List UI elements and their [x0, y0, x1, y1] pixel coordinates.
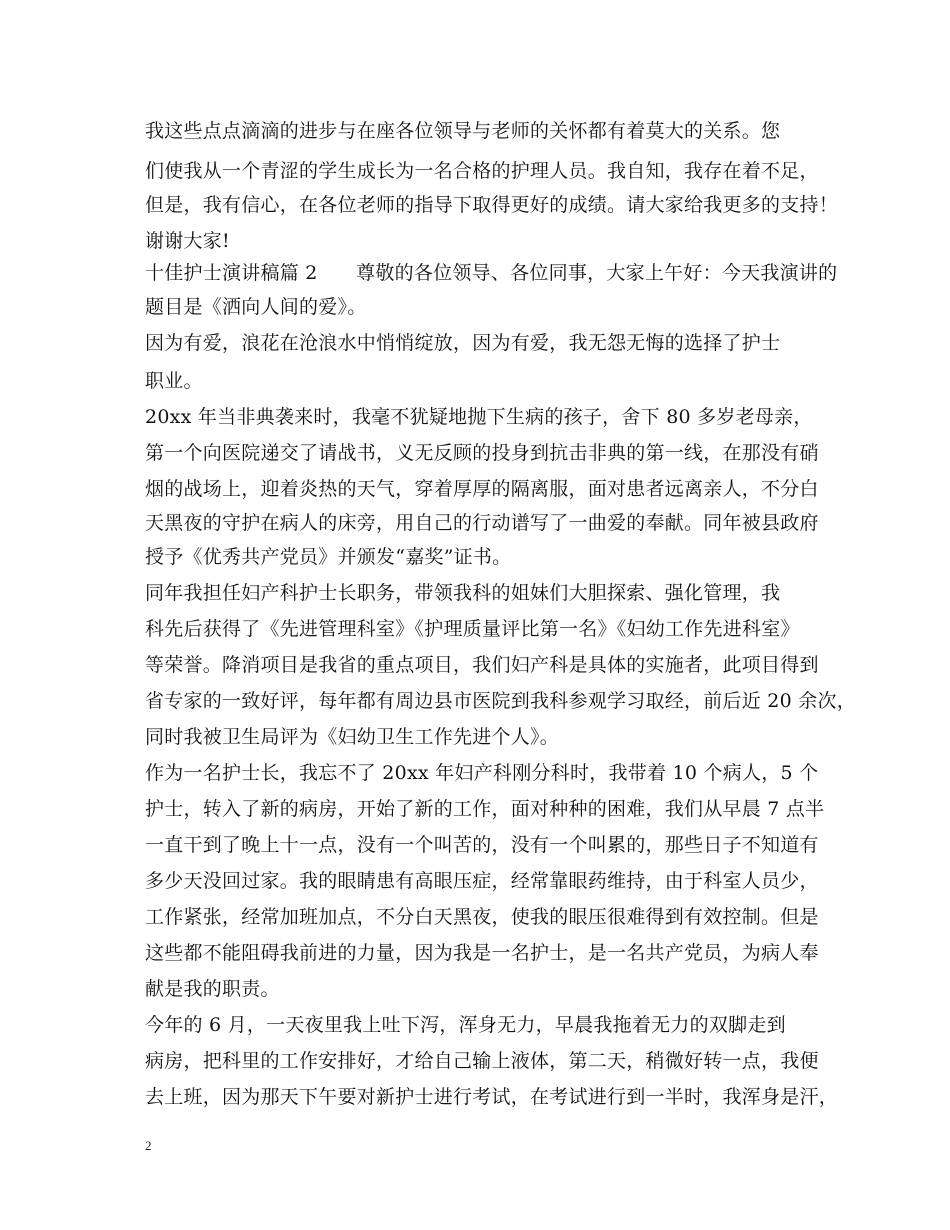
text-line: 省专家的一致好评，每年都有周边县市医院到我科参观学习取经，前后近 20 余次，: [145, 690, 857, 712]
text-line: 去上班，因为那天下午要对新护士进行考试，在考试进行到一半时，我浑身是汗，: [145, 1086, 839, 1108]
section-heading-line: 十佳护士演讲稿篇 2 尊敬的各位领导、各位同事，大家上午好：今天我演讲的: [145, 262, 838, 284]
text-line: 授予《优秀共产党员》并颁发“嘉奖”证书。: [145, 546, 512, 568]
text-line: 烟的战场上，迎着炎热的天气，穿着厚厚的隔离服，面对患者远离亲人，不分白: [145, 478, 819, 500]
text-line: 因为有爱，浪花在沧浪水中悄悄绽放，因为有爱，我无怨无悔的选择了护士: [145, 332, 781, 354]
text-line: 同年我担任妇产科护士长职务，带领我科的姐妹们大胆探索、强化管理，我: [145, 582, 781, 604]
text-line: 科先后获得了《先进管理科室》《护理质量评比第一名》《妇幼工作先进科室》: [145, 618, 800, 640]
text-line: 天黑夜的守护在病人的床旁，用自己的行动谱写了一曲爱的奉献。同年被县政府: [145, 512, 819, 534]
text-line: 一直干到了晚上十一点，没有一个叫苦的，没有一个叫累的，那些日子不知道有: [145, 834, 819, 856]
text-line: 我这些点点滴滴的进步与在座各位领导与老师的关怀都有着莫大的关系。您: [145, 120, 781, 142]
text-line: 献是我的职责。: [145, 978, 280, 1000]
text-line: 病房，把科里的工作安排好，才给自己输上液体，第二天，稍微好转一点，我便: [145, 1050, 819, 1072]
text-line: 谢谢大家!: [145, 230, 230, 252]
text-line: 等荣誉。降消项目是我省的重点项目，我们妇产科是具体的实施者，此项目得到: [145, 654, 819, 676]
text-line: 今年的 6 月，一天夜里我上吐下泻，浑身无力，早晨我拖着无力的双脚走到: [145, 1014, 786, 1036]
text-line: 工作紧张，经常加班加点，不分白天黑夜，使我的眼压很难得到有效控制。但是: [145, 906, 819, 928]
text-line: 同时我被卫生局评为《妇幼卫生工作先进个人》。: [145, 726, 560, 748]
text-line: 20xx 年当非典袭来时，我毫不犹疑地抛下生病的孩子，舍下 80 多岁老母亲，: [145, 406, 813, 428]
text-line: 第一个向医院递交了请战书，义无反顾的投身到抗击非典的第一线，在那没有硝: [145, 442, 819, 464]
text-line: 护士，转入了新的病房，开始了新的工作，面对种种的困难，我们从早晨 7 点半: [145, 798, 825, 820]
text-line: 多少天没回过家。我的眼睛患有高眼压症，经常靠眼药维持，由于科室人员少，: [145, 870, 819, 892]
text-line: 题目是《洒向人间的爱》。: [145, 296, 367, 318]
text-line: 这些都不能阻碍我前进的力量，因为我是一名护士，是一名共产党员，为病人奉: [145, 942, 819, 964]
text-line: 们使我从一个青涩的学生成长为一名合格的护理人员。我自知，我存在着不足，: [145, 160, 819, 182]
text-line: 职业。: [145, 370, 203, 392]
page-number: 2: [145, 1138, 152, 1153]
text-line: 作为一名护士长，我忘不了 20xx 年妇产科刚分科时，我带着 10 个病人，5 个: [145, 762, 819, 784]
text-line: 但是，我有信心，在各位老师的指导下取得更好的成绩。请大家给我更多的支持！: [145, 194, 839, 216]
